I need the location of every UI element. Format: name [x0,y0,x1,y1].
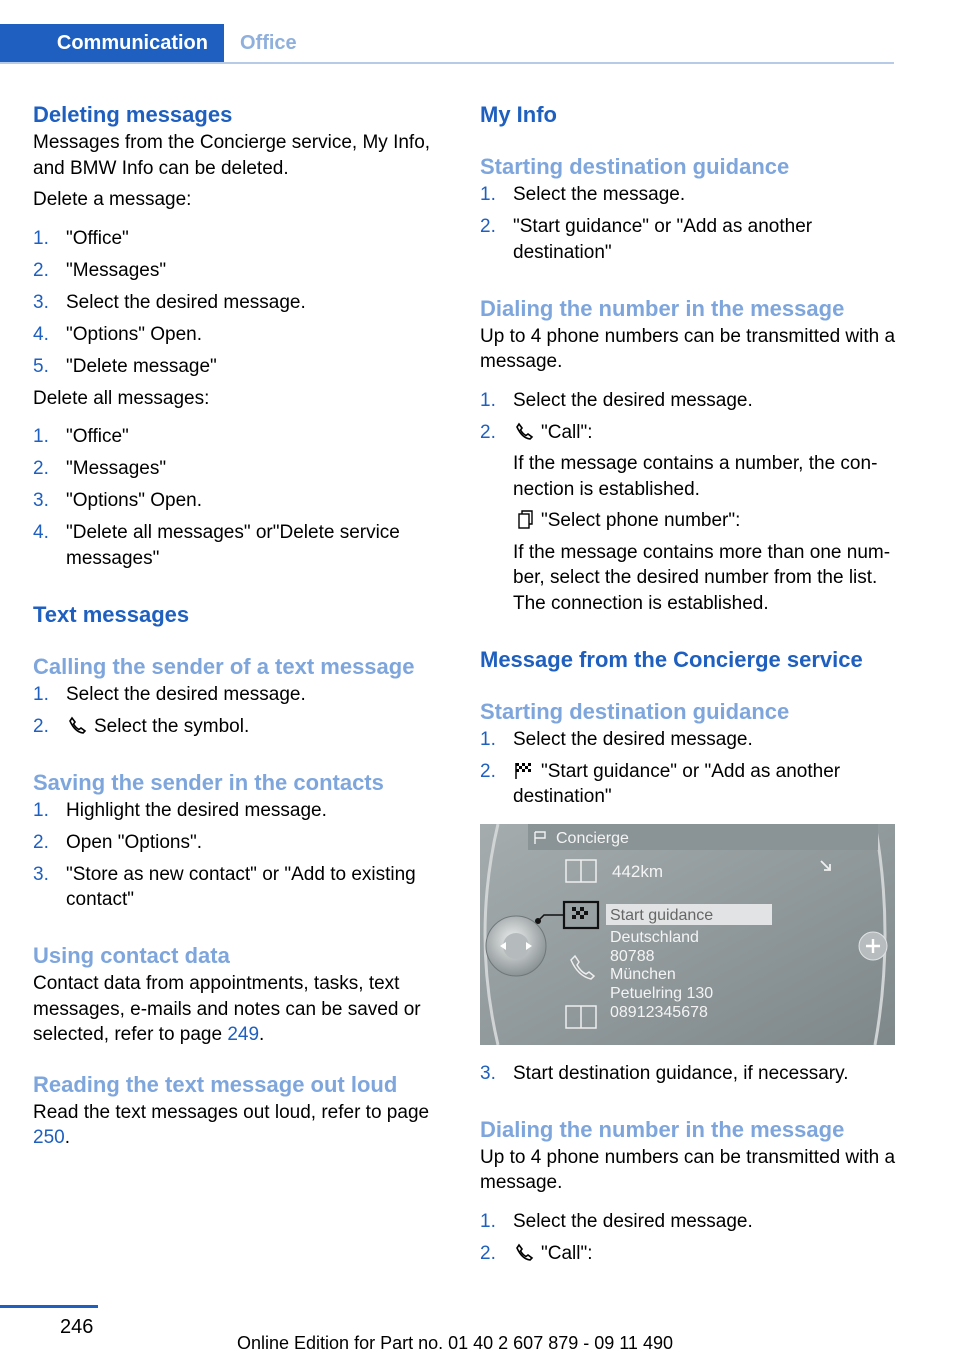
delete-all-label: Delete all messages: [33,387,210,409]
heading-dialing-number: Dialing the number in the message [480,295,845,321]
calling-steps [33,682,451,740]
list-item: 2. "Start guidance" or "Add as another destination" [480,216,813,263]
list-item: 2. "Messages" [33,259,167,281]
list-item: 1. Select the desired message. [480,1210,753,1232]
list-item: 1. "Office" [33,227,129,249]
deleting-intro: Messages from the Concierge service, My Info, and BMW Info can be deleted. [33,132,431,179]
footer-rule [0,1305,98,1308]
edition-note: Online Edition for Part no. 01 40 2 607 879 - 09 11 490 [237,1333,673,1353]
list-item: 4. "Delete all messages" or"Delete service messages" [33,522,400,569]
screenshot-line-2: München [610,965,676,983]
tab-office[interactable]: Office [240,32,297,54]
list-item: 1. Select the message. [480,184,686,205]
reading-text: Read the text messages out loud, refer to page 250. [33,1101,430,1148]
screenshot-graphic [480,824,895,1045]
phone-list-icon [513,509,535,529]
using-contact-text: Contact data from appointments, tasks, text messages, e-mails and notes can be saved or selected, refer to page 249. [33,973,421,1045]
heading-concierge-message: Message from the Concierge service [480,646,863,672]
list-item: 2. Open "Options". [33,831,203,853]
list-item: 3. Start destination guidance, if necessary. [480,1062,849,1084]
list-item: 2. "Start guidance" or "Add as another destination" [480,760,841,807]
concierge-start-steps [480,727,898,810]
concierge-start-steps-cont [480,1061,898,1087]
dial-intro: Up to 4 phone numbers can be transmitted with a message. [480,325,896,372]
heading-saving-sender: Saving the sender in the contacts [33,769,384,795]
list-item: 1. Select the desired message. [33,683,306,705]
page-number: 246 [60,1316,94,1338]
dial-steps [480,388,898,617]
list-item: 2. "Call": If the message contains a number, the connection is established. "Select phone number": If the message contains more than one number, select the desired number from the list. The connection is established. [480,420,898,617]
screenshot-distance: 442km [612,861,664,881]
screenshot-title: Concierge [556,829,629,847]
screenshot-menu-selected: Start guidance [610,906,714,924]
list-item: 5. "Delete message" [33,355,217,377]
heading-concierge-start-guidance: Starting destination guidance [480,698,790,724]
page-link-250[interactable]: 250 [33,1127,65,1148]
heading-deleting-messages: Deleting messages [33,102,233,127]
concierge-dial-intro: Up to 4 phone numbers can be transmitted with a message. [480,1146,896,1193]
screenshot-line-4: 08912345678 [610,1003,708,1021]
dial-select-line: "Select phone number": [513,508,898,534]
idrive-concierge-screenshot [480,824,895,1045]
phone-icon [66,715,88,735]
heading-calling-sender: Calling the sender of a text message [33,653,415,679]
heading-start-guidance: Starting destination guidance [480,154,790,179]
list-item: 1. "Office" [33,426,129,447]
heading-text-messages: Text messages [33,601,190,627]
list-item: 1. Select the desired message. [480,389,753,411]
phone-icon [513,421,535,441]
page-link-249[interactable]: 249 [227,1024,260,1045]
destination-flag-icon [513,760,535,780]
heading-my-info: My Info [480,102,557,127]
right-column [480,100,898,1273]
dial-step2-text: If the message contains a number, the connection is established. [513,453,878,500]
list-item: 2. "Call": [480,1242,593,1264]
delete-one-label: Delete a message: [33,189,192,210]
heading-using-contact-data: Using contact data [33,943,230,968]
screenshot-line-0: Deutschland [610,928,699,946]
start-steps [480,182,898,265]
delete-all-steps [33,424,451,571]
screenshot-line-3: Petuelring 130 [610,984,714,1002]
chapter-tab-bar [0,24,894,64]
left-column [33,100,451,1151]
heading-reading-out-loud: Reading the text message out loud [33,1071,398,1097]
heading-concierge-dialing: Dialing the number in the message [480,1116,845,1142]
saving-steps [33,798,451,913]
tab-communication[interactable]: Communication [0,24,224,62]
list-item: 4. "Options" Open. [33,323,203,345]
list-item: 3. "Options" Open. [33,490,203,511]
list-item: 2. Select the symbol. [33,715,250,737]
phone-icon [513,1242,535,1262]
screenshot-line-1: 80788 [610,947,655,965]
dial-select-text: If the message contains more than one number, select the desired number from the list. The connection is established. [513,541,891,614]
delete-one-steps [33,226,451,380]
list-item: 3. "Store as new contact" or "Add to existing contact" [33,863,416,910]
concierge-dial-steps [480,1209,898,1267]
list-item: 1. Select the desired message. [480,728,753,750]
list-item: 2. "Messages" [33,458,167,479]
list-item: 3. Select the desired message. [33,291,306,313]
list-item: 1. Highlight the desired message. [33,799,327,821]
